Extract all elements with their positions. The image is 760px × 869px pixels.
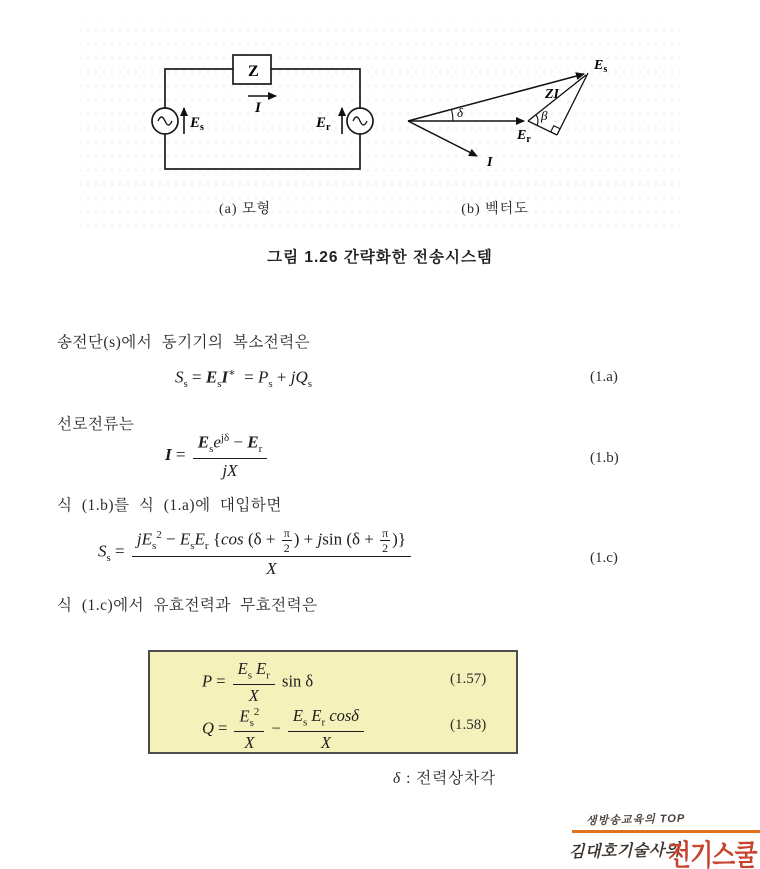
equation-1c-number: (1.c) — [590, 550, 618, 566]
es-phasor-label — [593, 58, 607, 75]
phasor-diagram — [395, 50, 645, 180]
es-label — [189, 115, 204, 133]
es-symbol: E — [594, 58, 604, 73]
highlighted-equations-box — [148, 650, 518, 754]
equation-158-number: (1.58) — [450, 717, 487, 733]
figure-label-a: (a) 모형 — [218, 202, 272, 217]
zi-label: ZI — [545, 87, 559, 102]
figure-caption: 그림 1.26 간략화한 전송시스템 — [267, 249, 493, 266]
equation-1a: $S_s = E_sI^∗ = P_s + jQ_s$ — [175, 367, 312, 391]
paragraph-line-current: 선로전류는 — [57, 416, 135, 433]
figure-label-b: (b) 벡터도 — [461, 202, 529, 217]
er-symbol: E — [517, 128, 527, 143]
equation-1b-number: (1.b) — [590, 450, 619, 466]
beta-angle-arc — [536, 115, 538, 126]
equation-1c: $S_s$ = $jE_s^2 - E_sE_r$ {cos (δ + $\frac{\pi}{2}$ ) + jsin (δ + $\frac{\pi}{2}$ )} X — [98, 527, 414, 579]
es-subscript: s — [200, 122, 204, 133]
i-phasor — [408, 121, 477, 156]
delta-label: δ — [457, 105, 464, 120]
logo-author-name: 김대호기술사의 — [568, 842, 681, 861]
impedance-label: Z — [248, 63, 259, 80]
current-label: I — [255, 100, 261, 116]
delta-definition-note: δ : 전력상차각 — [393, 770, 497, 787]
er-symbol: E — [316, 115, 327, 131]
paragraph-substitute: 식 (1.b)를 식 (1.a)에 대입하면 — [57, 497, 282, 514]
perpendicular-line — [557, 73, 588, 135]
delta-angle-arc — [452, 109, 454, 121]
equation-1b: I = $\frac{E_se^{j\delta} - E_r}{jX}$ — [165, 432, 270, 480]
figure-1-26 — [80, 18, 680, 230]
es-subscript: s — [603, 64, 608, 75]
beta-label: β — [541, 108, 548, 123]
er-label — [315, 115, 331, 133]
es-symbol: E — [190, 115, 201, 131]
paragraph-complex-power: 송전단(s)에서 동기기의 복소전력은 — [57, 334, 311, 351]
paragraph-active-reactive: 식 (1.c)에서 유효전력과 무효전력은 — [57, 597, 318, 614]
equation-158: Q = $\frac{E_s^2}{X}$ − $\frac{E_s E_r \cos\delta}{X}$ — [202, 706, 367, 753]
equation-157: P = $\frac{E_s E_r}{X}$ sin δ — [202, 659, 314, 705]
i-phasor-label: I — [487, 155, 493, 170]
er-subscript: r — [526, 134, 531, 145]
equation-157-number: (1.57) — [450, 671, 487, 687]
equation-1a-number: (1.a) — [590, 369, 618, 385]
er-phasor-label — [516, 128, 531, 145]
circuit-diagram — [150, 48, 380, 183]
er-subscript: r — [326, 122, 331, 133]
logo-brand-name: 전기스쿨 — [668, 840, 757, 869]
logo-tagline: 생방송교육의 TOP — [585, 812, 686, 828]
